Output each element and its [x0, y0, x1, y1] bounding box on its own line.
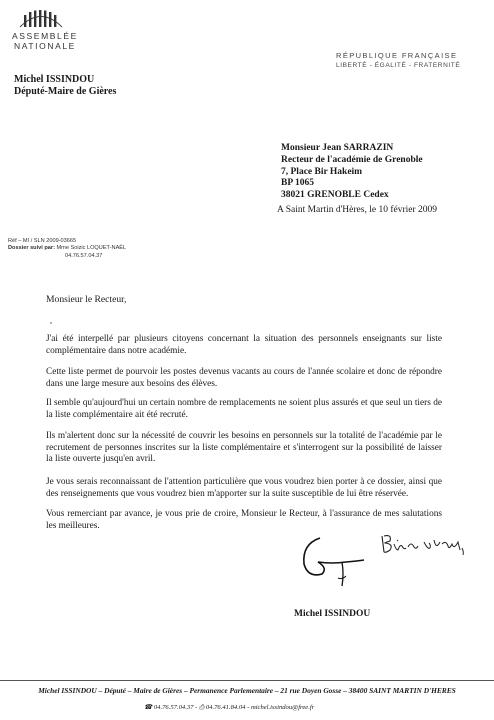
letter-date: A Saint Martin d'Hères, le 10 février 2009 [277, 205, 438, 215]
recipient-line: BP 1065 [281, 178, 314, 189]
footer-fax: 04.76.41.84.04 [205, 704, 246, 711]
assemblee-nationale-logo-icon [18, 8, 64, 28]
paragraph: Cette liste permet de pourvoir les postes devenus vacants au cours de l'année scolaire et donc de répondre dans une large mesure aux besoins des élèves. [46, 367, 442, 389]
paragraph: J'ai été interpellé par plusieurs citoyens concernant la situation des personnels enseignants sur liste complémentaire dans notre académie. [46, 334, 442, 356]
footer-divider [0, 680, 494, 681]
paragraph: Vous remerciant par avance, je vous prie de croire, Monsieur le Recteur, à l'assurance de mes salutations les meilleures. [46, 509, 442, 531]
handwritten-signature [298, 534, 370, 588]
logo-text-line2: NATIONALE [14, 41, 76, 51]
footer-email: michel.issindou@free.fr [250, 704, 315, 711]
telephone-icon: ☎ [144, 704, 153, 711]
recipient-address [281, 143, 423, 202]
paragraph: Je vous serais reconnaissant de l'attention particulière que vous voudrez bien porter à ce dossier, ainsi que des renseignements que vous voudrez bien m'apporter sur la suite susceptible de lui être réservée. [46, 477, 442, 499]
deputy-name: Michel ISSINDOU [14, 74, 95, 85]
footer-phone: 04.76.57.04.37 [153, 704, 194, 711]
speck [50, 322, 52, 324]
salutation: Monsieur le Recteur, [46, 294, 127, 305]
republic-motto: LIBERTÉ - ÉGALITÉ - FRATERNITÉ [336, 62, 461, 69]
reference-number: Réf – MI / SLN 2009-03665 [8, 238, 77, 244]
paragraph: Il semble qu'aujourd'hui un certain nombre de remplacements ne soient plus assurés et que seul un tiers de la liste complémentaire ait été recruté. [46, 398, 442, 420]
fax-icon: ⎙ [198, 704, 205, 711]
followed-by-phone: 04.76.57.04.37 [65, 252, 103, 259]
followed-by-label: Dossier suivi par: [8, 245, 55, 252]
followed-by-name: Mme Soizic LOQUET-NAËL [56, 245, 127, 252]
recipient-line: Recteur de l'académie de Grenoble [281, 154, 423, 165]
recipient-line: Monsieur Jean SARRAZIN [281, 143, 394, 153]
footer-address: Michel ISSINDOU – Député – Maire de Gières – Permanence Parlementaire – 21 rue Doyen Gosse – 38400 SAINT MARTIN D'HERES [38, 686, 456, 695]
signer-name: Michel ISSINDOU [294, 609, 371, 619]
recipient-line: 7, Place Bir Hakeim [281, 166, 363, 177]
logo-text-line1: ASSEMBLÉE [12, 31, 78, 41]
paragraph: Ils m'alertent donc sur la nécessité de couvrir les besoins en personnels sur la totalité de l'académie par le recrutement de personnes inscrites sur la liste complémentaire et s'interrogent sur la possibilité de laisser la liste ouverte jusqu'en avril. [46, 431, 442, 465]
recipient-line: 38021 GRENOBLE Cedex [281, 190, 389, 201]
reference-block [8, 238, 126, 260]
handwritten-note-bien-a-vous [378, 528, 472, 556]
republic-heading: RÉPUBLIQUE FRANÇAISE [336, 51, 458, 60]
footer-contacts: ☎ 04.76.57.04.37 - ⎙ 04.76.41.84.04 - michel.issindou@free.fr [144, 704, 315, 711]
deputy-title: Député-Maire de Gières [14, 86, 117, 97]
